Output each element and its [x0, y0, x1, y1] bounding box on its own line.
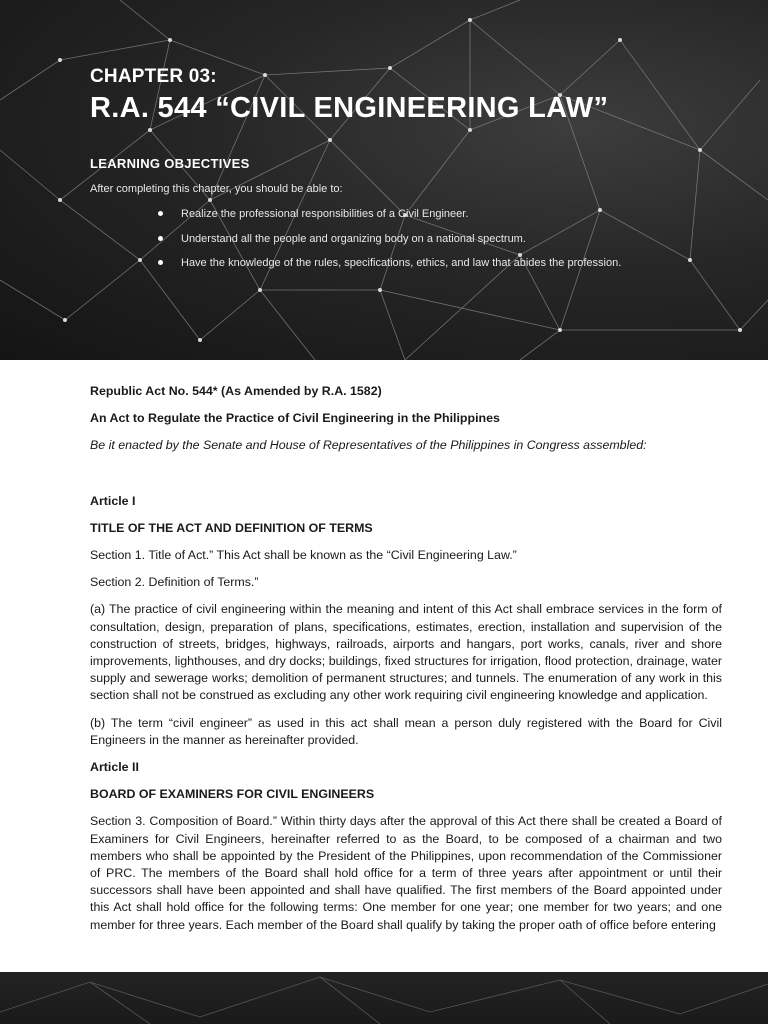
chapter-title: R.A. 544 “CIVIL ENGINEERING LAW” [90, 92, 609, 124]
chapter-label: CHAPTER 03: [90, 66, 217, 87]
section-2b: (b) The term “civil engineer” as used in this act shall mean a person duly registered with the Board for Civil Engineers in the manner as hereinafter provided. [90, 715, 722, 747]
bullet-icon [158, 211, 163, 216]
section-3: Section 3. Composition of Board.” Within thirty days after the approval of this Act there shall be created a Board of Examiners for Civil Engineers, hereinafter referred to as the Board, to be composed of a chairman and two members who shall be appointed by the President of the Philippines, upon recommendation of the Commissioner of PRC. The members of the Board shall hold office for a term of three years after appointment or until their successors shall have been appointed and shall have qualified. The first members of the Board appointed under this Act shall hold office for the following terms: One member for one year; one member for two years; and one member for three years. Each member of the Board shall qualify by taking the proper oath of office before entering [90, 814, 722, 932]
bullet-icon [158, 260, 163, 265]
act-title: An Act to Regulate the Practice of Civil Engineering in the Philippines [90, 411, 500, 426]
bullet-icon [158, 236, 163, 241]
objective-text: Have the knowledge of the rules, specifications, ethics, and law that abides the profession. [181, 257, 622, 269]
objective-item [158, 255, 621, 280]
article-title: BOARD OF EXAMINERS FOR CIVIL ENGINEERS [90, 787, 375, 802]
objective-item [158, 206, 621, 231]
chapter-header-banner [0, 0, 768, 360]
section-2a: (a) The practice of civil engineering within the meaning and intent of this Act shall embrace services in the form of consultation, design, preparation of plans, specifications, estimates, erection, installation and supervision of the construction of streets, bridges, highways, railroads, airports and hangars, port works, canals, river and shore improvements, lighthouses, and dry docks; buildings, fixed structures for irrigation, flood protection, drainage, water supply and sewerage works; demolition of permanent structures; and tunnels. The enumeration of any work in this section shall not be construed as excluding any other work requiring civil engineering knowledge and application. [90, 602, 722, 703]
geodesic-network-footer [0, 972, 768, 1024]
objectives-intro: After completing this chapter, you should be able to: [90, 183, 343, 195]
ra-title: Republic Act No. 544* (As Amended by R.A. 1582) [90, 384, 382, 398]
enacting-clause: Be it enacted by the Senate and House of Representatives of the Philippines in Congress assembled: [90, 438, 647, 453]
section-1: Section 1. Title of Act.” This Act shall be known as the “Civil Engineering Law.” [90, 548, 517, 563]
article-title: TITLE OF THE ACT AND DEFINITION OF TERMS [90, 520, 373, 535]
article-heading: Article II [90, 760, 139, 775]
objective-item [158, 231, 621, 256]
section-2: Section 2. Definition of Terms.” [90, 575, 259, 590]
article-heading: Article I [90, 493, 136, 508]
objective-text: Realize the professional responsibilities of a Civil Engineer. [181, 208, 469, 220]
objectives-heading: LEARNING OBJECTIVES [90, 156, 250, 171]
geodesic-network-background [0, 0, 768, 360]
document-body [90, 383, 722, 934]
footer-band [0, 972, 768, 1024]
objective-text: Understand all the people and organizing body on a national spectrum. [181, 232, 526, 245]
objectives-list [158, 206, 621, 280]
